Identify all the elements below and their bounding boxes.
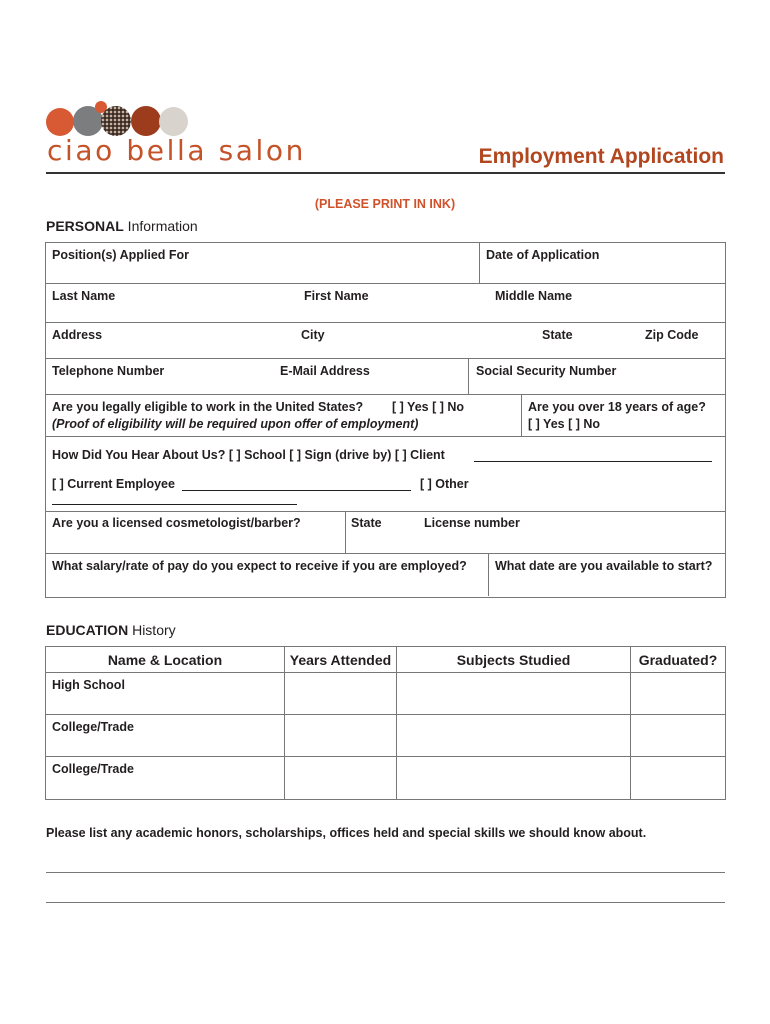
education-heading: EDUCATION History [46, 622, 176, 638]
zip-field[interactable]: Zip Code [645, 328, 699, 342]
referral-client-line[interactable] [474, 461, 712, 462]
logo-circle-light [159, 107, 188, 136]
title-divider [46, 172, 725, 174]
ssn-field[interactable]: Social Security Number [476, 364, 617, 378]
column-header-years: Years Attended [289, 652, 392, 668]
date-of-application-field[interactable]: Date of Application [486, 248, 600, 262]
table-row-high-school[interactable]: High School [52, 678, 125, 692]
eligibility-question: Are you legally eligible to work in the United States? [52, 400, 364, 414]
logo-circle-rust [131, 106, 161, 136]
column-header-graduated: Graduated? [638, 652, 718, 668]
honors-line-1[interactable] [46, 872, 725, 873]
over18-options[interactable]: [ ] Yes [ ] No [528, 417, 601, 431]
referral-options[interactable]: How Did You Hear About Us? [ ] School [ ] Sign (drive by) [ ] Client [52, 448, 445, 462]
print-instruction: (PLEASE PRINT IN INK) [314, 197, 456, 211]
licensed-question[interactable]: Are you a licensed cosmetologist/barber? [52, 516, 301, 530]
page-title: Employment Application [478, 145, 724, 168]
referral-employee-line[interactable] [182, 490, 411, 491]
eligibility-options[interactable]: [ ] Yes [ ] No [392, 400, 465, 414]
honors-line-2[interactable] [46, 902, 725, 903]
state-field[interactable]: State [542, 328, 573, 342]
city-field[interactable]: City [301, 328, 325, 342]
first-name-field[interactable]: First Name [304, 289, 369, 303]
brand-name: ciao bella salon [47, 134, 306, 167]
referral-current-employee[interactable]: [ ] Current Employee [52, 477, 175, 491]
middle-name-field[interactable]: Middle Name [495, 289, 573, 303]
honors-prompt: Please list any academic honors, scholarships, offices held and special skills we should know about. [46, 826, 647, 840]
logo-circle-dotted [101, 106, 131, 136]
eligibility-note: (Proof of eligibility will be required upon offer of employment) [52, 417, 419, 431]
education-table [45, 646, 726, 800]
logo-circle-orange [46, 108, 74, 136]
referral-other[interactable]: [ ] Other [420, 477, 469, 491]
referral-extra-line[interactable] [52, 504, 297, 505]
salary-question[interactable]: What salary/rate of pay do you expect to receive if you are employed? [52, 559, 467, 573]
table-row-college-1[interactable]: College/Trade [52, 720, 134, 734]
address-field[interactable]: Address [52, 328, 103, 342]
table-row-college-2[interactable]: College/Trade [52, 762, 134, 776]
personal-heading: PERSONAL Information [46, 218, 198, 234]
column-header-name-location: Name & Location [107, 652, 223, 668]
license-number-field[interactable]: License number [424, 516, 520, 530]
license-state-field[interactable]: State [351, 516, 382, 530]
column-header-subjects: Subjects Studied [456, 652, 571, 668]
positions-field[interactable]: Position(s) Applied For [52, 248, 190, 262]
last-name-field[interactable]: Last Name [52, 289, 116, 303]
telephone-field[interactable]: Telephone Number [52, 364, 165, 378]
email-field[interactable]: E-Mail Address [280, 364, 370, 378]
over18-question: Are you over 18 years of age? [528, 400, 706, 414]
start-date-question[interactable]: What date are you available to start? [495, 559, 713, 573]
